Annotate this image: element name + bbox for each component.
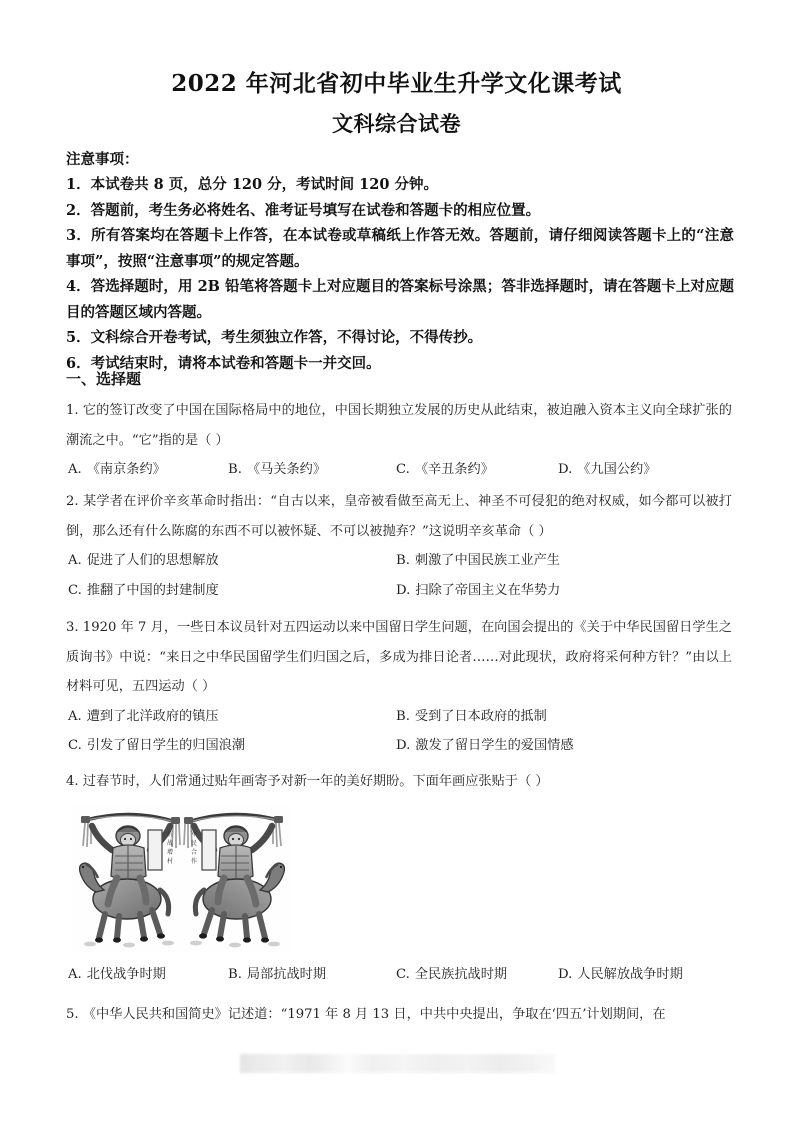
option-text: 激发了留日学生的爱国情感 [415,738,574,753]
page-title: 2022 年河北省初中毕业生升学文化课考试 [171,70,622,97]
section-heading-multiple-choice: 一、选择题 [66,370,142,388]
option-letter: B. [396,553,410,568]
question-2-stem: 2. 某学者在评价辛亥革命时指出：“自古以来，皇帝被看做至高无上、神圣不可侵犯的绝对权威，如今都可以被打倒，那么还有什么陈腐的东西不可以被怀疑、不可以被抛弃？”这说明辛亥革命（ ） [66,494,732,539]
option-text: 受到了日本政府的抵制 [414,708,547,724]
question-4-option-c[interactable] [396,960,507,990]
svg-text:作: 作 [191,858,198,865]
notice-item-1: 1．本试卷共 8 页，总分 120 分，考试时间 120 分钟。 [66,176,438,193]
question-4-option-b[interactable] [228,960,326,990]
new-year-painting-figure [72,806,292,952]
question-1 [66,396,732,485]
option-letter: D. [558,967,573,982]
svg-text:军: 军 [191,831,198,838]
option-text: 促进了人们的思想解放 [86,553,219,568]
question-4-options [66,960,732,990]
question-1-option-a[interactable] [68,455,166,485]
question-3-option-d[interactable] [396,731,574,761]
option-text: 局部抗战时期 [246,967,327,982]
question-3-option-c[interactable] [68,731,245,761]
svg-text:战: 战 [167,840,174,847]
option-letter: C. [396,967,410,982]
option-letter: B. [228,462,242,477]
question-2-options-row-1 [66,546,732,576]
option-letter: B. [228,967,242,982]
question-2-options-row-2 [66,576,732,606]
notice-item-5: 5．文科综合开卷考试，考生须独立作答，不得讨论，不得传抄。 [66,329,483,346]
option-letter: A. [68,967,82,982]
option-letter: C. [68,582,82,598]
question-5-stem: 5. 《中华人民共和国简史》记述道：“1971 年 8 月 13 日，中共中央提出，争取在‘四五’计划期间，在 [66,1007,666,1022]
question-3-stem: 3. 1920 年 7 月，一些日本议员针对五四运动以来中国留日学生问题，在向国会提出的《关于中华民国留日学生之质询书》中说：“来日之中华民国留学生们归国之后，多成为排日论者……对此现状，政府将采何种方针？”由以上材料可见，五四运动（ ） [66,620,732,694]
notice-section [66,148,734,376]
redacted-footer-bar [240,1054,556,1073]
option-letter: D. [396,582,411,598]
question-3-options-row-1 [66,702,732,732]
option-text: 北伐战争时期 [86,967,166,982]
option-letter: C. [396,462,410,477]
question-1-options [66,455,732,485]
svg-text:村: 村 [167,858,174,865]
question-1-stem: 1. 它的签订改变了中国在国际格局中的地位，中国长期独立发展的历史从此结束，被迫融入资本主义向全球扩张的潮流之中。“它”指的是（ ） [66,403,732,448]
option-text: 全民族抗战时期 [414,967,508,982]
notice-item-3: 3．所有答案均在答题卡上作答，在本试卷或草稿纸上作答无效。答题前，请仔细阅读答题卡上的“注意事项”，按照“注意事项”的规定答题。 [66,227,734,270]
question-4 [66,767,732,797]
option-text: 遭到了北洋政府的镇压 [86,708,219,724]
option-text: 推翻了中国的封建制度 [86,582,219,598]
option-letter: A. [68,708,82,724]
question-4-option-d[interactable] [558,960,683,990]
question-3-option-a[interactable] [68,702,219,732]
question-2-option-d[interactable] [396,576,560,606]
question-1-option-c[interactable] [396,455,494,485]
notice-item-2: 2．答题前，考生务必将姓名、准考证号填写在试卷和答题卡的相应位置。 [66,201,541,219]
question-1-option-b[interactable] [228,455,326,485]
question-1-option-d[interactable] [558,455,656,485]
question-4-stem: 4. 过春节时，人们常通过贴年画寄予对新一年的美好期盼。下面年画应张贴于（ ） [66,774,549,789]
question-3 [66,613,732,761]
option-letter: D. [558,462,573,477]
svg-text:民: 民 [191,840,198,847]
option-text: 《辛丑条约》 [414,462,494,477]
svg-text:抗: 抗 [167,831,174,838]
option-text: 扫除了帝国主义在华势力 [415,582,561,598]
option-letter: C. [68,738,82,753]
option-text: 《南京条约》 [86,462,166,477]
notice-item-4: 4．答选择题时，用 2B 铅笔将答题卡上对应题目的答案标号涂黑；答非选择题时，请在答题卡上对应题目的答题区域内答题。 [66,278,734,321]
question-2-option-a[interactable] [68,546,219,576]
question-2-option-b[interactable] [396,546,560,576]
option-text: 《九国公约》 [577,462,657,477]
question-3-options-row-2 [66,731,732,761]
option-letter: A. [68,553,82,568]
option-text: 引发了留日学生的归国浪潮 [86,738,246,753]
option-text: 人民解放战争时期 [577,967,683,982]
question-5 [66,1000,732,1030]
option-text: 刺激了中国民族工业产生 [414,553,560,568]
option-letter: D. [396,738,411,753]
option-letter: A. [68,462,82,477]
question-4-option-a[interactable] [68,960,166,990]
svg-text:合: 合 [191,849,198,856]
svg-text:增: 增 [167,849,174,856]
notice-item-6: 6．考试结束时，请将本试卷和答题卡一并交回。 [66,354,381,372]
question-3-option-b[interactable] [396,702,547,732]
question-2 [66,487,732,605]
question-2-option-c[interactable] [68,576,219,606]
page-subtitle: 文科综合试卷 [332,111,461,136]
notice-heading: 注意事项： [66,151,139,168]
option-text: 《马关条约》 [246,462,327,477]
option-letter: B. [396,708,410,724]
